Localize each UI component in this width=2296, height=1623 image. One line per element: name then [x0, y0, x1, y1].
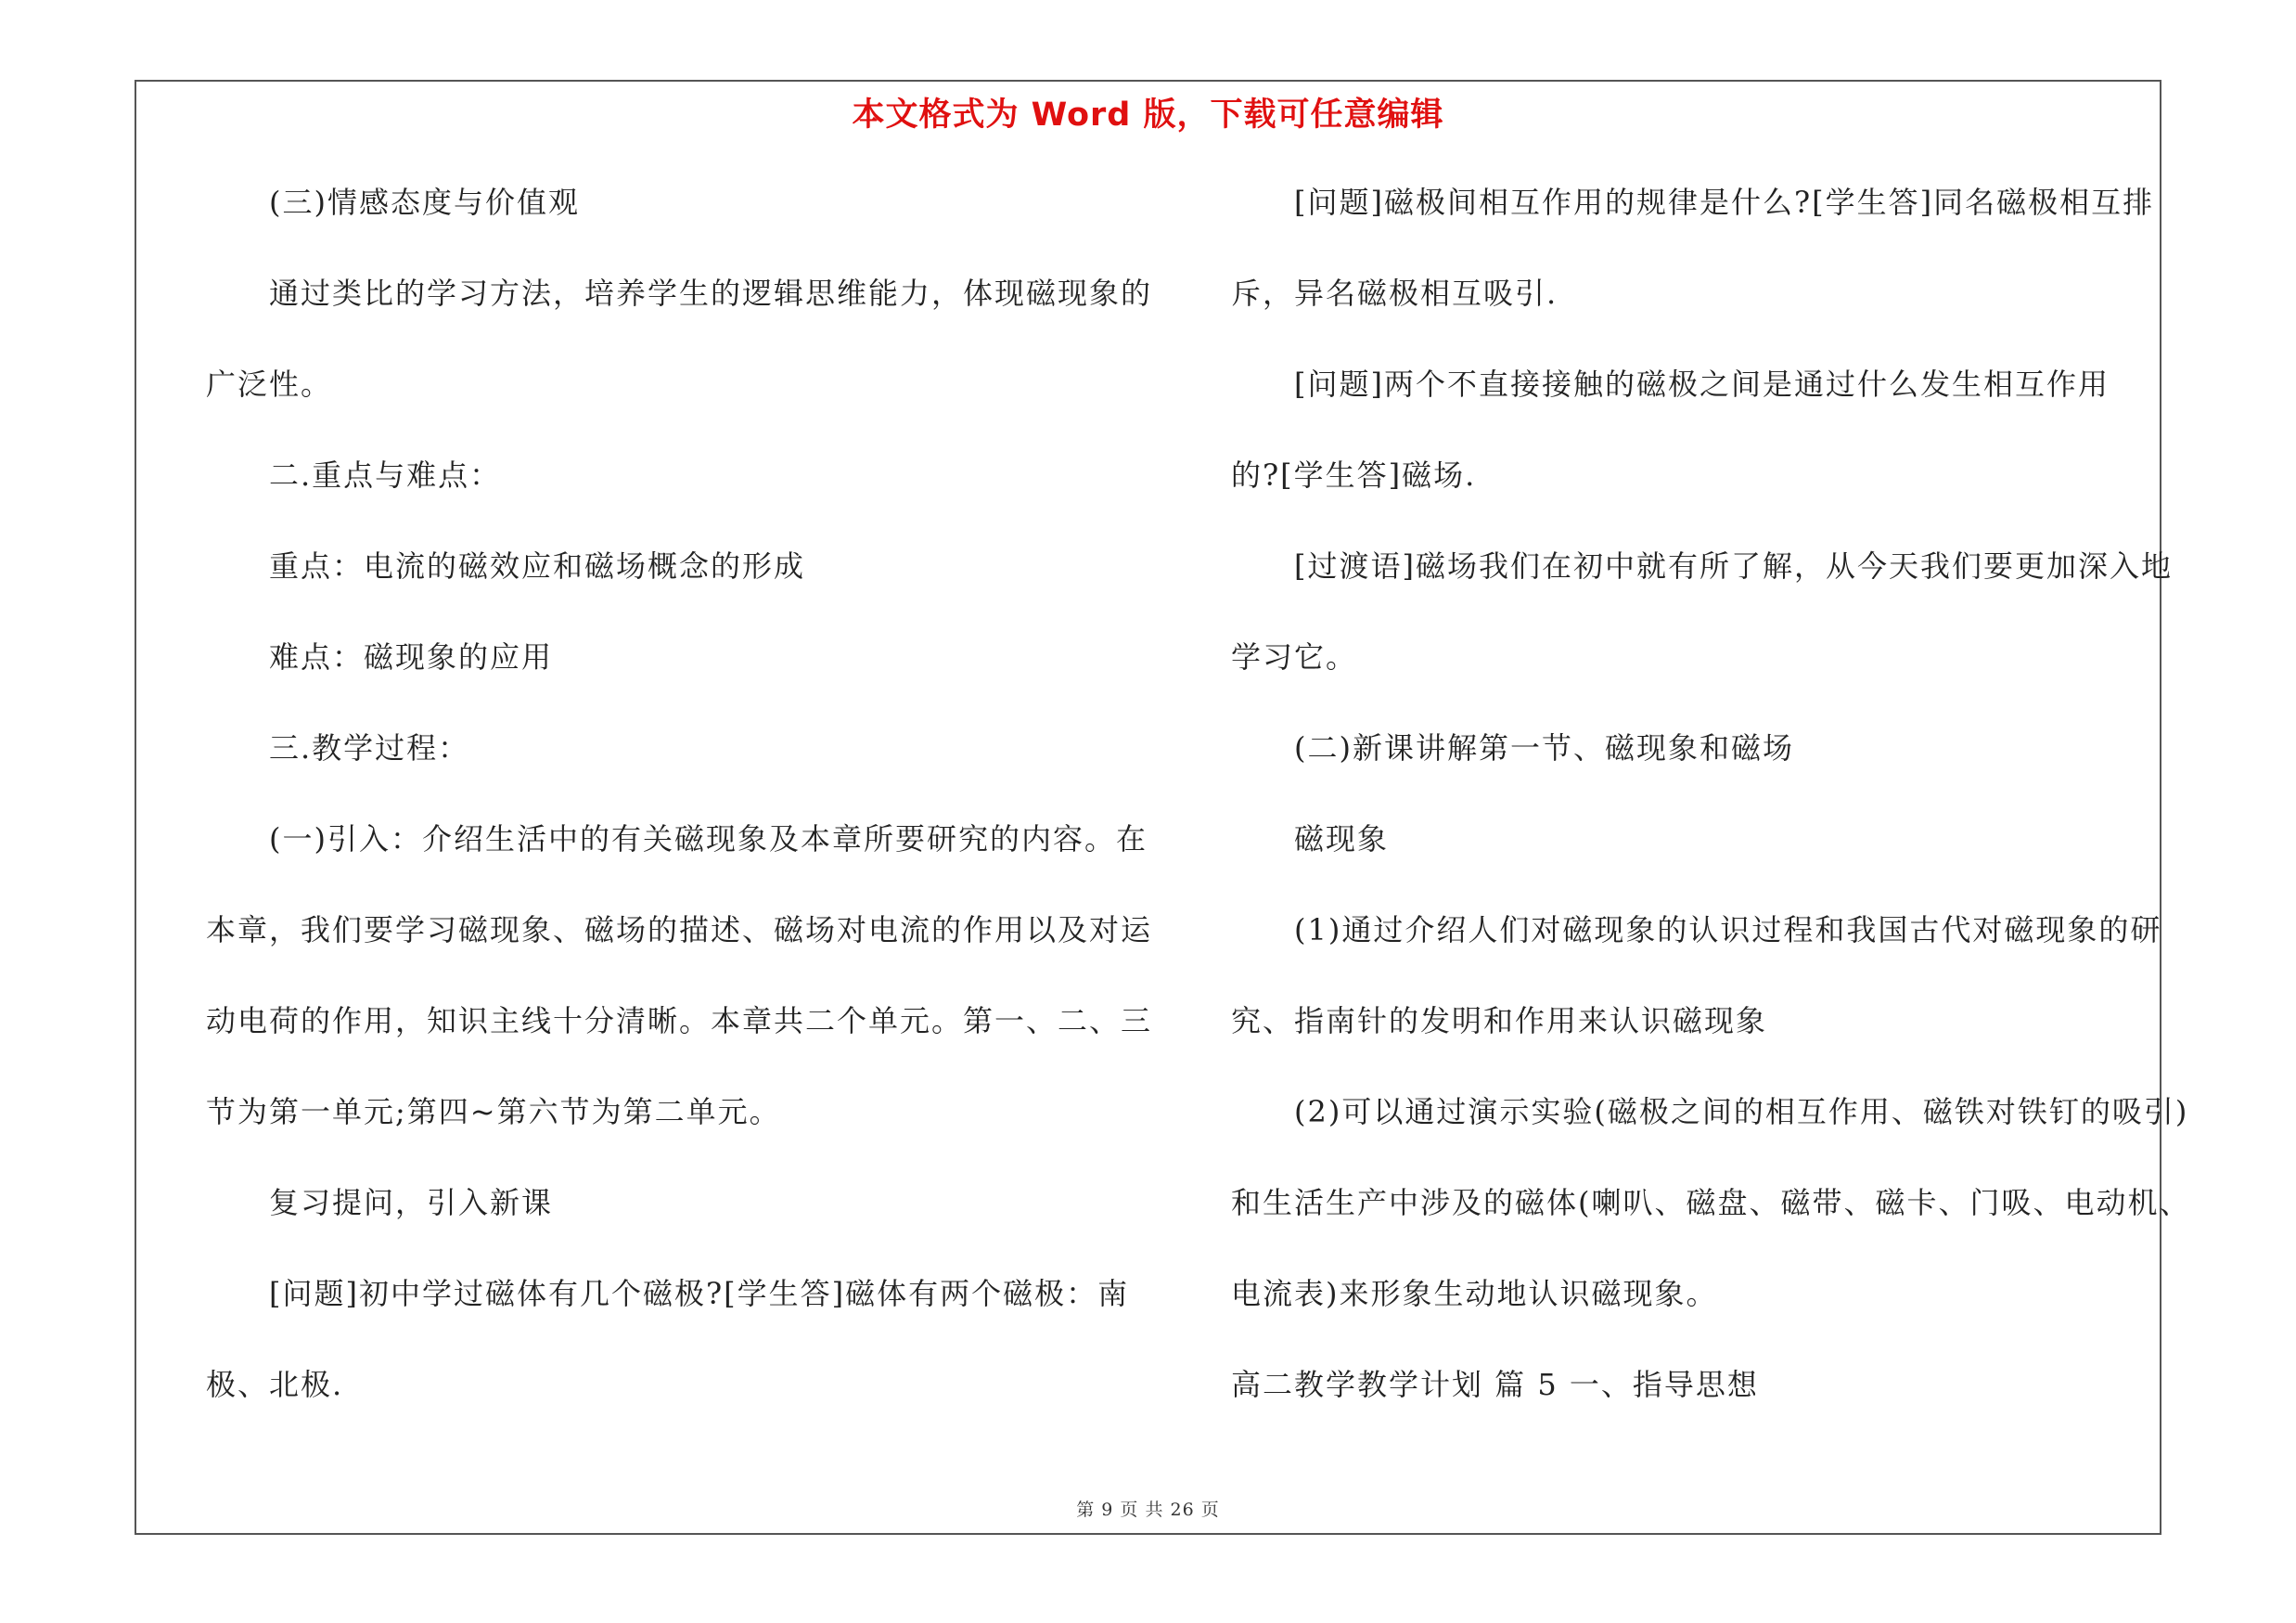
- paragraph-line: 难点：磁现象的应用: [269, 639, 554, 675]
- word-format-banner: 本文格式为 Word 版，下载可任意编辑: [852, 97, 1444, 134]
- paragraph-line: 斥，异名磁极相互吸引.: [1231, 276, 1558, 311]
- paragraph-line: 动电荷的作用，知识主线十分清晰。本章共二个单元。第一、二、三: [206, 1003, 1153, 1038]
- paragraph-line: [问题]初中学过磁体有几个磁极?[学生答]磁体有两个磁极：南: [269, 1276, 1130, 1311]
- paragraph-line: [问题]磁极间相互作用的规律是什么?[学生答]同名磁极相互排: [1294, 185, 2155, 220]
- paragraph-line: 复习提问，引入新课: [269, 1185, 554, 1220]
- paragraph-line: 本章，我们要学习磁现象、磁场的描述、磁场对电流的作用以及对运: [206, 912, 1153, 947]
- paragraph-line: 学习它。: [1231, 639, 1358, 675]
- paragraph-line: (三)情感态度与价值观: [269, 185, 580, 220]
- paragraph-line: (1)通过介绍人们对磁现象的认识过程和我国古代对磁现象的研: [1294, 912, 2162, 947]
- paragraph-line: 和生活生产中涉及的磁体(喇叭、磁盘、磁带、磁卡、门吸、电动机、: [1231, 1185, 2191, 1220]
- paragraph-line: 通过类比的学习方法，培养学生的逻辑思维能力，体现磁现象的: [269, 276, 1153, 311]
- paragraph-line: (一)引入：介绍生活中的有关磁现象及本章所要研究的内容。在: [269, 821, 1148, 857]
- paragraph-line: 广泛性。: [206, 367, 333, 402]
- paragraph-line: [过渡语]磁场我们在初中就有所了解，从今天我们要更加深入地: [1294, 548, 2173, 584]
- paragraph-line: 究、指南针的发明和作用来认识磁现象: [1231, 1003, 1768, 1038]
- section-heading: 三.教学过程：: [269, 730, 470, 766]
- section-heading: 高二教学教学计划 篇 5 一、指导思想: [1231, 1367, 1759, 1402]
- section-heading: (二)新课讲解第一节、磁现象和磁场: [1294, 730, 1794, 766]
- section-heading: 二.重点与难点：: [269, 457, 502, 493]
- paragraph-line: [问题]两个不直接接触的磁极之间是通过什么发生相互作用: [1294, 367, 2110, 402]
- paragraph-line: (2)可以通过演示实验(磁极之间的相互作用、磁铁对铁钉的吸引): [1294, 1094, 2189, 1129]
- paragraph-line: 磁现象: [1294, 821, 1390, 857]
- paragraph-line: 重点：电流的磁效应和磁场概念的形成: [269, 548, 806, 584]
- page-number: 第 9 页 共 26 页: [1076, 1500, 1220, 1520]
- paragraph-line: 电流表)来形象生动地认识磁现象。: [1231, 1276, 1718, 1311]
- paragraph-line: 的?[学生答]磁场.: [1231, 457, 1477, 493]
- paragraph-line: 节为第一单元;第四~第六节为第二单元。: [206, 1094, 781, 1129]
- paragraph-line: 极、北极.: [206, 1367, 344, 1402]
